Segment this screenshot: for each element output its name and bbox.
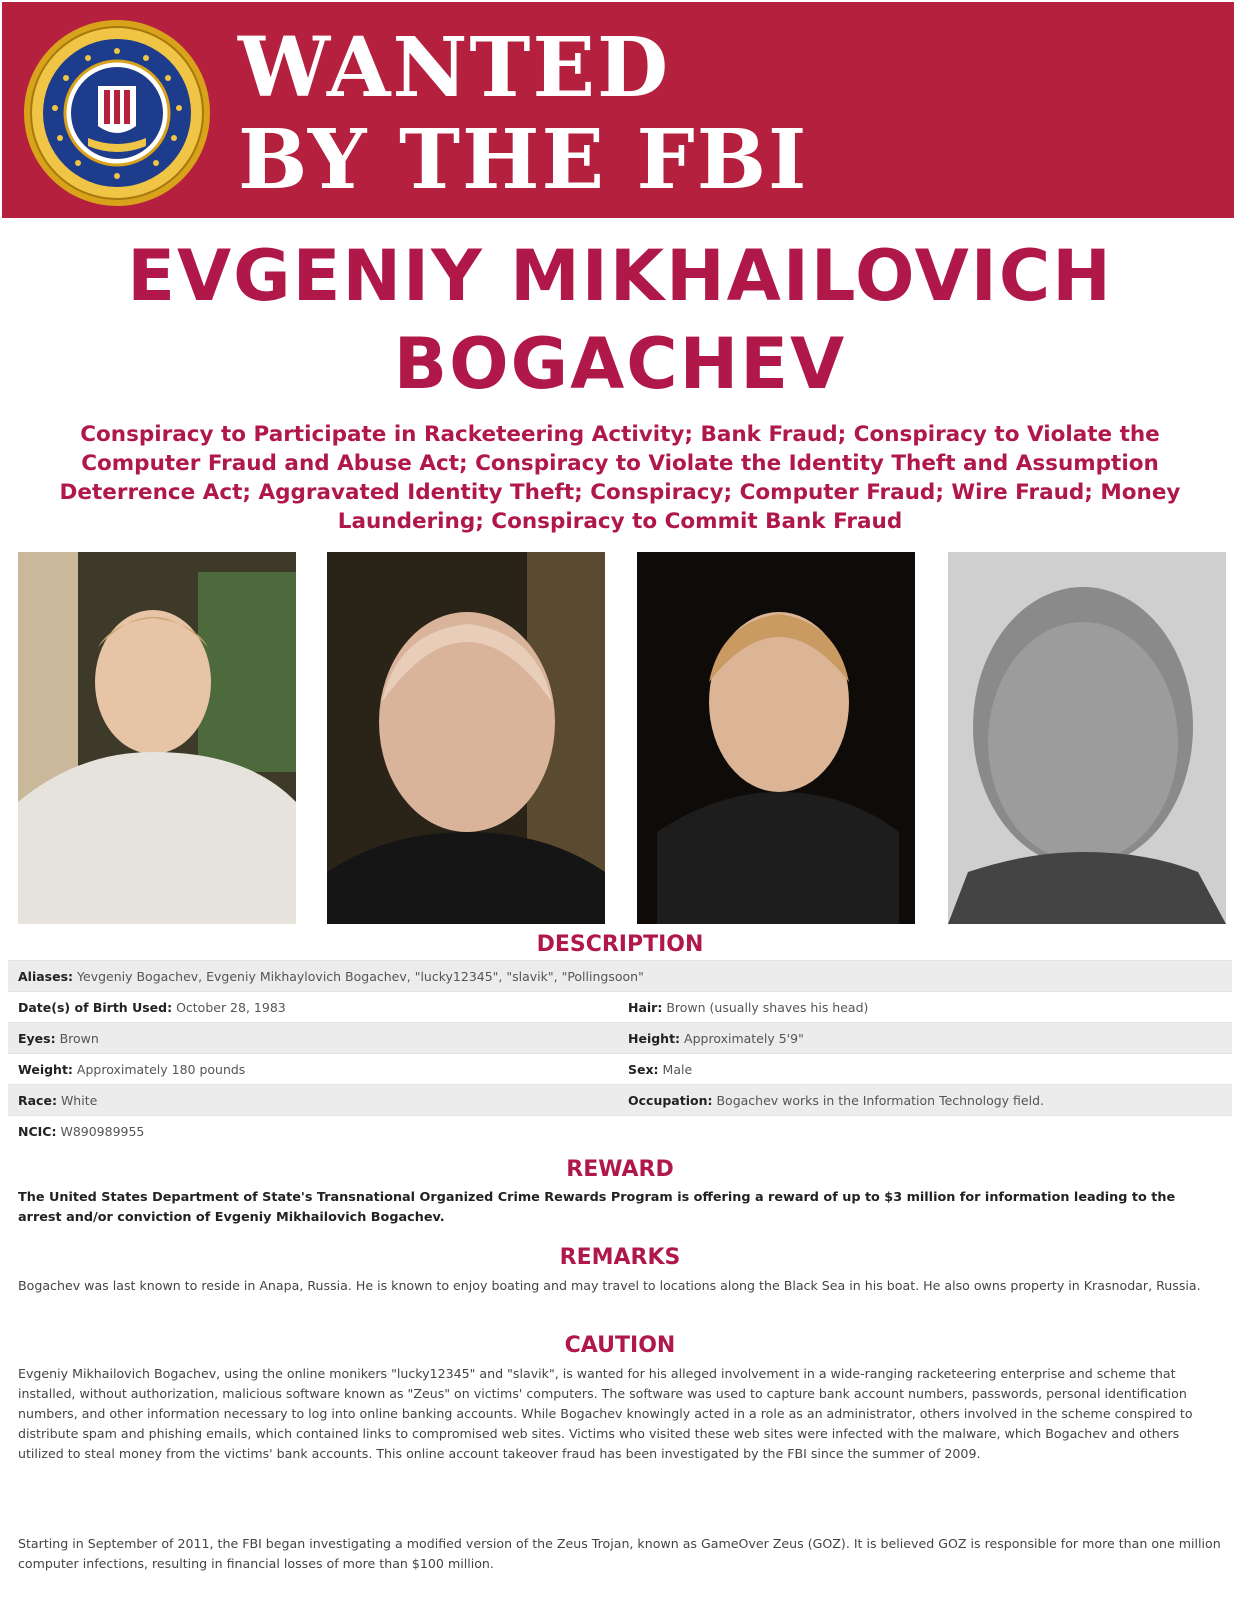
height-cell [618,1023,1232,1054]
remarks-heading: REMARKS [559,1245,681,1270]
aliases-value: Yevgeniy Bogachev, Evgeniy Mikhaylovich Bogachev, "lucky12345", "slavik", "Pollingsoon" [77,968,644,984]
height-label: Height: [628,1030,681,1046]
table-row [8,992,1232,1023]
caution-paragraph-2: Starting in September of 2011, the FBI began investigating a modified version of the Zeus Trojan, known as GameOver Zeus (GOZ). It is believed GOZ is responsible for more than one million computer infections, resulting in financial losses of more than $100 million. [18,1536,1221,1571]
suspect-photo-2 [327,552,605,924]
subject-name-line2: BOGACHEV [393,323,847,405]
hair-cell [618,992,1232,1023]
sex-cell [618,1054,1232,1085]
aliases-cell [8,961,1232,992]
sex-value: Male [662,1061,693,1077]
hair-label: Hair: [628,999,663,1015]
race-value: White [60,1092,98,1108]
ncic-cell [8,1116,618,1147]
eyes-label: Eyes: [18,1030,56,1046]
fbi-seal-icon [22,18,212,208]
eyes-cell [8,1023,618,1054]
suspect-photo-1 [18,552,296,924]
caution-paragraph-1: Evgeniy Mikhailovich Bogachev, using the online monikers "lucky12345" and "slavik", is wanted for his alleged involvement in a wide-ranging racketeering enterprise and scheme that installed, without authorization, malicious software known as "Zeus" on victims' computers. The software was used to capture bank account numbers, passwords, personal identification numbers, and other information necessary to log into online banking accounts. While Bogachev knowingly acted in a role as an administrator, others involved in the scheme conspired to distribute spam and phishing emails, which contained links to compromised web sites. Victims who visited these web sites were infected with the malware, which Bogachev and others utilized to steal money from the victims' bank accounts. This online account takeover fraud has been investigated by the FBI since the summer of 2009. [18,1366,1193,1461]
ncic-value: W890989955 [60,1123,145,1139]
ncic-label: NCIC: [18,1123,57,1139]
banner-title-line1: WANTED [238,20,671,116]
occupation-label: Occupation: [628,1092,713,1108]
table-row [8,961,1232,992]
eyes-value: Brown [59,1030,99,1046]
table-row [8,1085,1232,1116]
banner-title [238,22,808,206]
wanted-banner [2,2,1234,218]
suspect-photo-4 [948,552,1226,924]
banner-title-line2: BY THE FBI [238,112,809,208]
weight-value: Approximately 180 pounds [76,1061,246,1077]
table-row [8,1054,1232,1085]
description-heading: DESCRIPTION [536,932,704,957]
dob-cell [8,992,618,1023]
dob-label: Date(s) of Birth Used: [18,999,173,1015]
subject-name-line1: EVGENIY MIKHAILOVICH [127,235,1113,317]
table-row [8,1023,1232,1054]
sex-label: Sex: [628,1061,659,1077]
hair-value: Brown (usually shaves his head) [666,999,869,1015]
race-label: Race: [18,1092,57,1108]
race-cell [8,1085,618,1116]
empty-cell [618,1116,1232,1147]
occupation-cell [618,1085,1232,1116]
occupation-value: Bogachev works in the Information Technology field. [716,1092,1045,1108]
aliases-label: Aliases: [18,968,74,984]
subject-name [0,232,1240,408]
description-table [8,960,1232,1146]
dob-value: October 28, 1983 [176,999,286,1015]
reward-heading: REWARD [566,1157,674,1182]
remarks-text: Bogachev was last known to reside in Anapa, Russia. He is known to enjoy boating and may travel to locations along the Black Sea in his boat. He also owns property in Krasnodar, Russia. [18,1278,1201,1293]
reward-text: The United States Department of State's Transnational Organized Crime Rewards Program is offering a reward of up to $3 million for information leading to the arrest and/or conviction of Evgeniy Mikhailovich Bogachev. [18,1190,1176,1225]
weight-cell [8,1054,618,1085]
charges-text: Conspiracy to Participate in Racketeering Activity; Bank Fraud; Conspiracy to Violate the Computer Fraud and Abuse Act; Conspiracy to Violate the Identity Theft and Assumption Deterrence Act; Aggravated Identity Theft; Conspiracy; Computer Fraud; Wire Fraud; Money Laundering; Conspiracy to Commit Bank Fraud [59,422,1181,534]
caution-heading: CAUTION [564,1333,676,1358]
weight-label: Weight: [18,1061,73,1077]
suspect-photo-3 [637,552,915,924]
table-row [8,1116,1232,1147]
height-value: Approximately 5'9" [684,1030,804,1046]
